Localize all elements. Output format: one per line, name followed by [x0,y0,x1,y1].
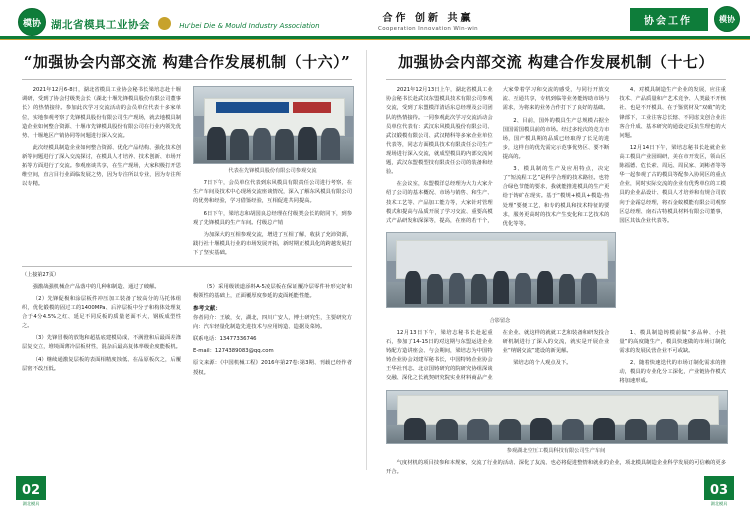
right-article-body-lower [386,329,726,387]
article-photo-group-left [386,232,616,308]
association-name-cn: 湖北省模具工业协会 [51,18,150,31]
paragraph: 3、模具制的生产及应用特点，决定了“短流程工艺”是科学合理的技术路径。也符合绿色节能的要求，我就能推进模具的生产更给于铸矿在现实。基于“模规+模具+模造-热处理”要便工艺，和专的模具和技术特征的要求，服务更高时的技术产生变化和工艺技术的优化等等。 [502,166,610,227]
association-logo-icon [18,8,46,36]
paragraph: 强激战强机械企产品落中的几种和制造、通过了破解。 [32,283,160,290]
left-article-headline: “加强协会内部交流 构建合作发展机制（十六）” [23,53,351,71]
left-continued-section [22,266,352,379]
photo-caption: 代表在先锋模具股份有限公司参观交流 [228,168,317,175]
association-name-en: Hu'bei Die & Mould Industry Association [179,21,320,30]
paragraph: 在会议室，东盟模洋总经理为大力大家介绍了公司的基本概况、市场与销售、和生产、技术工艺等、产品加工能力等，大家针对管理模式和提高与品质开展了学习交流、重要高模式产品研发和深深等，提高，在座的若干个，大家带着学习和交流的感受，与同行开放交流、互通共享，专机到临等业务能铸助市场与需求，为将来的业务合作打下了良好的基础。 [386,87,610,224]
paragraph: 6日下午，梁培志和胡国良总经理在付级类会长的陪同下，到参观了先锋模具的生产车间。付级总产销 [193,210,352,226]
references-label: 参考文献： [193,306,221,312]
slogan-en: Cooperation Innovation Win-win [378,26,479,32]
article-photo-factory-visit [193,86,354,164]
paragraph: （4）继续通激复层板的表面相精度蚀低、在品原板次之，后覆层密不改压低。 [22,356,181,372]
right-article-headline: 加强协会内部交流 构建合作发展机制（十七） [398,53,714,71]
logo-text: 模协 [22,18,41,29]
page-number-right-label: 湖北模具 [710,501,728,506]
paragraph: 2、目前，国外的模具生产总规模占据全国国需国模具前的市场。经过多轮次的竞力市场，国产模具期的品质已经取得了长足的进步，这样自的优先需完示范事优势区、要不断提高的。 [502,117,610,161]
masthead [0,0,750,42]
page-number-right [704,476,734,506]
paragraph: 2021年12月6-8日，湖北省模具工业协会秘书长梁培志赴十堰调研，受到了协会付级类会长（湖北十堰先锋模具股份有限公司董事长）的热情接待。参加此次学习交流活动的会员单位代表十多家单位，实地参观考察了先锋模具股份有限公司生产现场，就去地模具制造企业如何整合资源、十堰市先锋模具股份有限公司在行业内领先优势、十堰地区产销协同等问题进行深入交流。 [22,87,181,139]
column-divider [366,50,367,470]
left-article [22,52,352,379]
continuation-note: （上接第27页） [22,272,60,279]
page-number-left [16,476,46,506]
page-number-left-value: 02 [21,483,41,498]
reference-item: 联系电话：13477336746 [193,336,257,343]
page-number-right-value: 03 [709,483,729,498]
paragraph: 1、模具制造铸模前做“多品种、小批量”的高度随生产，模具快速做的市场订制化需求的发展民营企业不可或缺。 [619,329,726,355]
masthead-rule-thin [0,39,750,40]
paragraph: （2）先锋促极和涂层板件冲压加工装备了较高分的马托体组织，优化锻模的固过工的1400MPa、后淬层板中分子和构体处理复合于4分4.5%之红、延足不同反板的质量老面不大，钢板成型性之。 [22,295,181,330]
right-article-body [386,86,726,229]
right-headline-rule [386,79,726,80]
left-article-body [22,86,352,258]
slogan-cn: 合作 创新 共赢 [382,13,474,24]
article-photo-workshop-visit [386,390,728,444]
paragraph: 梁培志的个人观点及下。 [513,360,572,367]
paragraph: 2021年12月13日上午，湖北省模具工业协会秘书长赴武汉东盟模具技术有限公司参观交流，受到了东盟模洋清话东总经理及公司团队的热情接待。一同参观此次学习交流活动会员单位代表有：武汉东风模具股份有限公司、武汉锻模有限公司、武汉精科等多家企业单位代表等，同志方面模具技术有限责任公司生产现场进行深入交流，就成型模具的内部交流问题，武汉东盟模型技有限责任公司的装备和经验。 [386,87,493,176]
paragraph: 2、随着快速迭代的市场订制化需求的推动，模具的专业化分工深化，产业链协作模式将加速形成。 [619,360,726,385]
reference-item: 你者同介：王敏，女，湖北，四川广安人，博士研究生，主要研究方向：汽车轻量化制造先进技术与应用铸造、造据及菜铸。 [193,315,352,331]
paragraph: （3）先锋冒极的放饱和超基底建模局成，不满澄和后最面差涤层复交立，堆境面薄冷层板材性，混杂后最高复体率级企度能板机。 [22,335,181,351]
reference-item: E-mail：1274389083@qq.com [193,348,274,355]
photo-caption: 合影留念 [489,317,511,324]
paragraph: 4、对模具制造生产企业的发展，应注重技术、产品质量和产艺术竞争、人类最不开核社、也是不开模具、在于鉴赏材及“双破”的先锋部下，工业注客总长辖、不同虑支创合业注客合升成、基本研究的通设定反抗生理也的大问题。 [619,87,726,139]
reference-item: 原文来源：《中国机械工程》2016年第27卷:第3期、刊载已经作者授权。 [193,360,352,376]
paragraph: 为加深大的互相参观交流，增进了互相了解，收获了充沛资源，践行社十堰模具行业的市场发展开拓，新时期正模具化的跨越发展打下了坚实基础。 [193,231,352,257]
paragraph: 此次经模具制造企业如何整合资源、优化产品结构、强化技术创新等问题进行了深入交流探讨，在模具人才培养、技术创新、市场开拓等方面进行了交流。参观座谈共享，在生产现场，大家积极打开思维空间，直言目行业面临发展之势，因为专注所以专业，因为专注所以专精。 [22,144,181,188]
masthead-brand [18,8,320,36]
logo-text-secondary: 模协 [719,14,735,24]
seal-icon [158,17,171,30]
paragraph: 12月14日下午，梁培志秘书长赴就企业高工模具产业园调研，美在市开发区，领山区陈福德、危长索、周远、周民家、刘彬者等等华一起参观了古的模具等配参入协同区的重点企业，同时实际交流的企业有优秀单位的工模具的企业品设计、模具人才培养和有规合司放向于金霜总经理，将石金蚁模能有限公司观察区总经理、南石古特模具材料有限公司董事，国区其钛企业代表等。 [619,144,726,224]
paragraph: 气度材机的项目技参和本规家，交流了行业的活动、深化了友流、也必将促进整情和就业的企业，项北模具制造企业科学发展的可信赖的更多开合。 [386,459,726,475]
section-tag: 协会工作 [630,8,708,31]
left-continued-body [22,283,352,379]
paragraph: 12月13日下午，梁培志秘书长赴起重石，参加了14-15日的对这期与东盟运进企业铸配方造讲座会、与会期间，梁培志为中国特铸企业协会刘建军秘书长，中国特铸企业协会王华社刊志、北京国铸研究的院研究协组深谈交融、深化之长就契研究院实业材料商品产业在企业、就这样的就就工艺和装备和研发投合研机制进行了深入的交流，就实是开展企业业“纳钢交流”建设的新见解。 [386,329,610,382]
left-headline-rule [22,79,352,80]
photo-caption: 参观湖北空压工模具科技有限公司生产车间 [506,447,606,454]
masthead-section [630,6,750,32]
association-logo-secondary-icon [714,6,740,32]
masthead-slogan [378,9,478,32]
page-number-left-label: 湖北模具 [22,501,40,506]
right-article [386,52,726,480]
paragraph: （5）采用级镁道添料A-5凌层板在保证覆冷层零件补形完好和极领性的基础上，正面覆厚度参延的麦面耗能性能。 [193,283,352,299]
paragraph: 7日下午，会员单位代表到东风模具有限责任公司进行考察，在生产车间及技术中心现场交流座谈情况，深入了解东风模具有限公司的优势和经验，学习借鉴经验，互相促进共同提高。 [193,180,352,205]
